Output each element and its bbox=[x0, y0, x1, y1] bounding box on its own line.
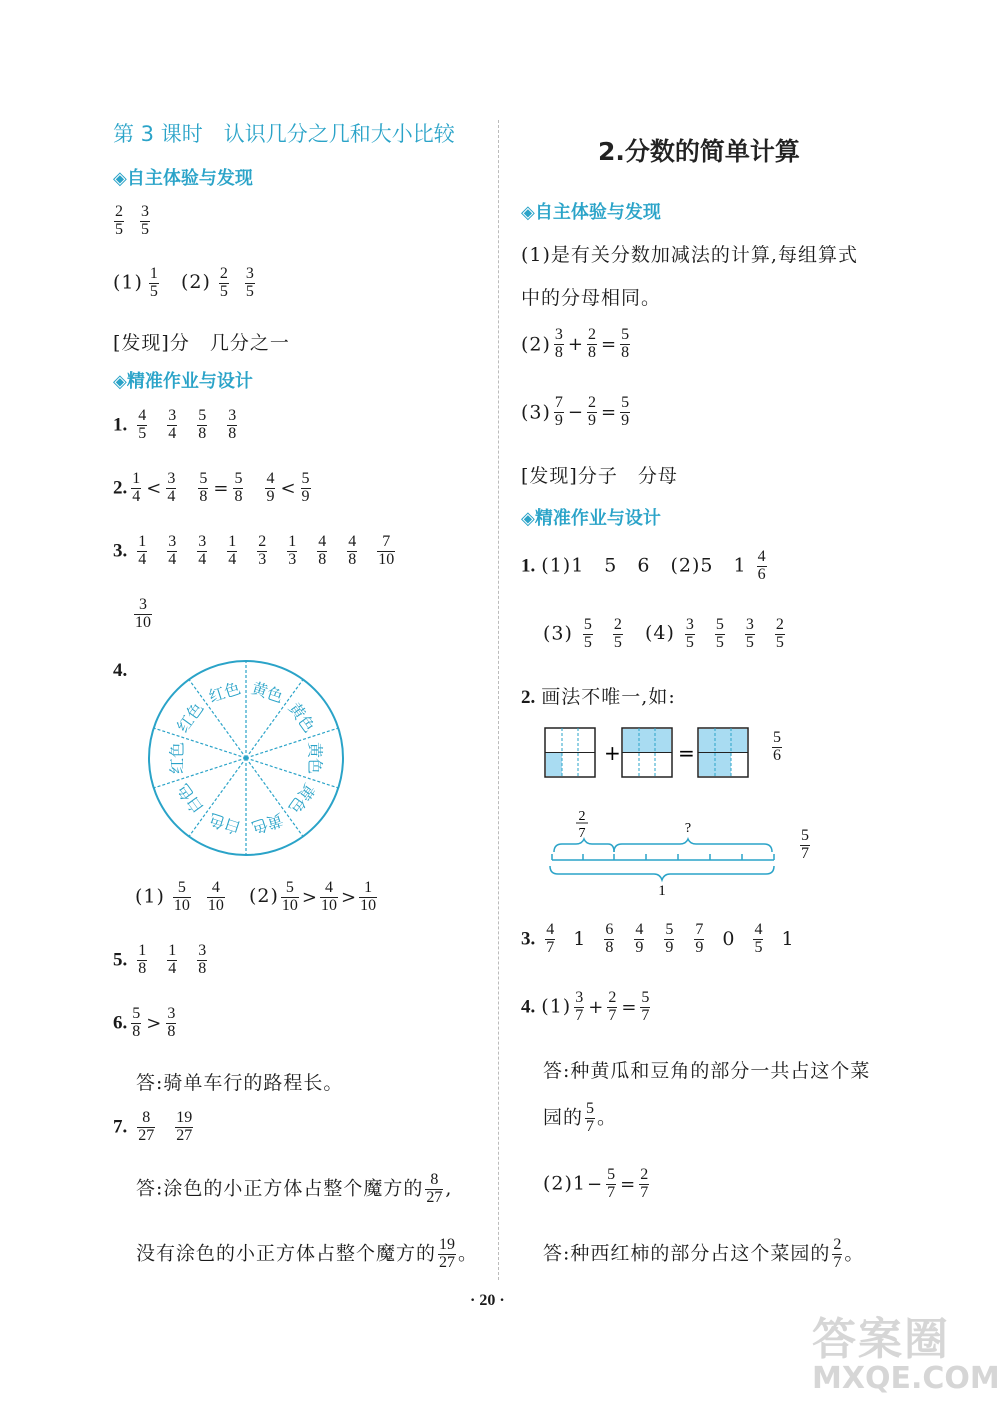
fraction: $\frac{4}{5}$ bbox=[138, 407, 147, 442]
fraction: $\frac{3}{4}$ bbox=[198, 533, 207, 568]
answer-r1: 1. (1)1 5 6 (2)5 1 $\frac{4}{6}$ bbox=[521, 548, 766, 583]
chapter-title: 2.分数的简单计算 bbox=[598, 137, 800, 166]
answer-r1-parts: (3) $\frac{5}{5}$ $\frac{2}{5}$ (4) $\frac{3}{5}$ $\frac{5}{5}$ $\frac{3}{5}$ $\frac{2}{5}$ bbox=[543, 616, 784, 651]
fraction: $\frac{3}{8}$ bbox=[198, 942, 207, 977]
fraction: $\frac{5}{7}$ bbox=[607, 1166, 616, 1201]
wheel-sector-label: 黄色 bbox=[284, 780, 319, 818]
answer-1: 1. $\frac{4}{5}$ $\frac{3}{4}$ $\frac{5}{8}$ $\frac{3}{8}$ bbox=[113, 407, 237, 442]
grid-result-fraction bbox=[766, 730, 788, 765]
fraction: $\frac{6}{8}$ bbox=[605, 921, 614, 956]
answer-4-number: 4. bbox=[113, 660, 128, 681]
fraction: $\frac{3}{5}$ bbox=[745, 616, 754, 651]
operator: = bbox=[620, 1173, 636, 1195]
fraction: $\frac{2}{5}$ bbox=[613, 616, 622, 651]
answer-7-text-2: 没有涂色的小正方体占整个魔方的 $\frac{19}{27}$ 。 bbox=[136, 1236, 479, 1271]
wheel-sector-label: 黄色 bbox=[249, 809, 286, 838]
answer-7-text-1: 答:涂色的小正方体占整个魔方的 $\frac{8}{27}$ , bbox=[136, 1171, 453, 1206]
fraction: $\frac{1}{4}$ bbox=[168, 942, 177, 977]
fraction: $\frac{5}{9}$ bbox=[665, 921, 674, 956]
answer-5: 5. $\frac{1}{8}$ $\frac{1}{4}$ $\frac{3}{8}$ bbox=[113, 942, 207, 977]
fraction-grid-diagram bbox=[544, 727, 754, 781]
fraction: $\frac{5}{10}$ bbox=[173, 879, 190, 914]
operator: − bbox=[587, 1173, 603, 1195]
fraction: $\frac{3}{4}$ bbox=[168, 407, 177, 442]
answer-r3: 3. $\frac{4}{7}$ 1 $\frac{6}{8}$ $\frac{4}{9}$ $\frac{5}{9}$ $\frac{7}{9}$ 0 $\frac{4}{5}$ 1 bbox=[521, 921, 795, 956]
section-heading-homework-right: ◈精准作业与设计 bbox=[521, 508, 661, 529]
fraction: $\frac{5}{8}$ bbox=[621, 326, 630, 361]
answer-3: 3. $\frac{1}{4}$ $\frac{3}{4}$ $\frac{3}{4}$ $\frac{1}{4}$ $\frac{2}{3}$ $\frac{1}{3}$ $\frac{4}{8}$ $\frac{4}{8}$ $\frac{7}{10}$ bbox=[113, 533, 395, 568]
operator: + bbox=[588, 996, 604, 1018]
segment-whole-label: 1 bbox=[658, 883, 666, 898]
value: 1 bbox=[573, 928, 587, 951]
operator: + bbox=[567, 333, 584, 355]
lesson-title: 第 3 课时 认识几分之几和大小比较 bbox=[113, 122, 455, 146]
fraction: $\frac{5}{5}$ bbox=[583, 616, 592, 651]
fraction: $\frac{5}{10}$ bbox=[281, 879, 298, 914]
segment-question-mark: ? bbox=[684, 821, 692, 836]
operator: < bbox=[280, 477, 296, 499]
operator: = bbox=[601, 401, 617, 423]
fraction: $\frac{2}{5}$ bbox=[219, 265, 228, 300]
fraction: $\frac{5}{9}$ bbox=[301, 470, 310, 505]
segment-top-denominator: 7 bbox=[578, 826, 586, 841]
answer-3-continued bbox=[128, 597, 158, 632]
answer-r4-text-line1: 答:种黄瓜和豆角的部分一共占这个菜 bbox=[543, 1060, 871, 1082]
answer-2: 2. $\frac{1}{4}$ < $\frac{3}{4}$ $\frac{5}{8}$ = $\frac{5}{8}$ $\frac{4}{9}$ < $\frac{5}{9}$ bbox=[113, 470, 310, 505]
fraction: $\frac{3}{4}$ bbox=[168, 533, 177, 568]
fraction: $\frac{4}{6}$ bbox=[757, 548, 766, 583]
operator: > bbox=[301, 886, 317, 908]
fraction: $\frac{3}{10}$ bbox=[135, 596, 151, 631]
fraction: $\frac{5}{6}$ bbox=[773, 729, 781, 764]
wheel-sector-label: 黄色 bbox=[249, 678, 286, 707]
operator: − bbox=[567, 401, 584, 423]
answer-r4-text-2: 答:种西红柿的部分占这个菜园的 $\frac{2}{7}$ 。 bbox=[543, 1236, 865, 1271]
discovery-line-right: [发现]分子 分母 bbox=[521, 465, 678, 487]
fraction: $\frac{3}{5}$ bbox=[141, 203, 149, 238]
grid-plus: + bbox=[604, 741, 621, 765]
fraction: $\frac{4}{9}$ bbox=[266, 470, 275, 505]
fraction: $\frac{8}{27}$ bbox=[138, 1109, 155, 1144]
fraction: $\frac{2}{5}$ bbox=[115, 203, 123, 238]
fraction: $\frac{19}{27}$ bbox=[176, 1109, 193, 1144]
fraction: $\frac{2}{9}$ bbox=[588, 394, 597, 429]
segment-top-numerator: 2 bbox=[578, 809, 586, 824]
column-divider bbox=[498, 120, 499, 1280]
operator: > bbox=[340, 886, 357, 908]
fraction: $\frac{4}{7}$ bbox=[546, 921, 555, 956]
fraction: $\frac{8}{27}$ bbox=[426, 1171, 443, 1206]
fraction: $\frac{2}{5}$ bbox=[775, 616, 784, 651]
wheel-sector-label: 白色 bbox=[173, 780, 208, 818]
fraction: $\frac{5}{8}$ bbox=[234, 470, 243, 505]
wheel-sector-label: 黄色 bbox=[284, 698, 319, 736]
fraction: $\frac{5}{7}$ bbox=[801, 827, 809, 862]
answer-6-text: 答:骑单车行的路程长。 bbox=[136, 1072, 344, 1094]
wheel-sector-label: 红色 bbox=[206, 678, 243, 707]
segment-bottom-brace bbox=[550, 866, 774, 880]
value: (2) bbox=[521, 333, 551, 356]
fraction: $\frac{5}{8}$ bbox=[132, 1005, 141, 1040]
wheel-sector-label: 红色 bbox=[167, 741, 187, 775]
fraction: $\frac{5}{8}$ bbox=[198, 407, 207, 442]
fraction: $\frac{3}{8}$ bbox=[167, 1005, 176, 1040]
fraction: $\frac{2}{3}$ bbox=[258, 533, 267, 568]
fraction: $\frac{4}{10}$ bbox=[320, 879, 337, 914]
fraction: $\frac{5}{9}$ bbox=[621, 394, 630, 429]
answer-4-parts: (1) $\frac{5}{10}$ $\frac{4}{10}$ (2) $\frac{5}{10}$ > $\frac{4}{10}$ > $\frac{1}{10}$ bbox=[135, 879, 377, 914]
answer-r4-part2: (2)1− $\frac{5}{7}$ = $\frac{2}{7}$ bbox=[543, 1166, 649, 1201]
answer-7: 7. $\frac{8}{27}$ $\frac{19}{27}$ bbox=[113, 1109, 193, 1144]
fraction: $\frac{5}{7}$ bbox=[641, 989, 650, 1024]
fraction: $\frac{19}{27}$ bbox=[439, 1236, 456, 1271]
answer-r4: 4. (1) $\frac{3}{7}$ + $\frac{2}{7}$ = $\frac{5}{7}$ bbox=[521, 989, 650, 1024]
fraction: $\frac{4}{9}$ bbox=[635, 921, 644, 956]
wheel-sector-label: 白色 bbox=[206, 809, 243, 838]
fraction: $\frac{1}{8}$ bbox=[138, 942, 147, 977]
segment-ticks bbox=[552, 854, 774, 860]
fraction: $\frac{4}{10}$ bbox=[207, 879, 224, 914]
fraction: $\frac{5}{7}$ bbox=[586, 1100, 595, 1135]
fraction: $\frac{3}{7}$ bbox=[575, 989, 584, 1024]
fraction: $\frac{2}{7}$ bbox=[833, 1236, 842, 1271]
segment-diagram bbox=[546, 806, 778, 898]
fraction: $\frac{3}{4}$ bbox=[167, 470, 176, 505]
color-wheel-diagram bbox=[146, 658, 346, 858]
fraction: $\frac{7}{9}$ bbox=[695, 921, 704, 956]
fraction: $\frac{1}{4}$ bbox=[228, 533, 237, 568]
grid-box-1 bbox=[545, 728, 595, 777]
fraction: $\frac{5}{8}$ bbox=[199, 470, 208, 505]
explore-p1-line2: 中的分母相同。 bbox=[521, 287, 662, 309]
value: 1 bbox=[781, 928, 795, 951]
explore-q1: (1) $\frac{1}{5}$ (2) $\frac{2}{5}$ $\frac{3}{5}$ bbox=[113, 265, 254, 300]
wheel-sector-label: 红色 bbox=[173, 698, 208, 736]
explore-p1-line1: (1)是有关分数加减法的计算,每组算式 bbox=[521, 244, 858, 266]
operator: < bbox=[146, 477, 162, 499]
explore-fractions bbox=[106, 204, 158, 239]
explore-p2 bbox=[521, 327, 633, 362]
fraction: $\frac{5}{5}$ bbox=[715, 616, 724, 651]
grid-equals: = bbox=[678, 741, 695, 765]
fraction: $\frac{3}{5}$ bbox=[245, 265, 254, 300]
section-heading-homework: ◈精准作业与设计 bbox=[113, 371, 253, 392]
page-number: · 20 · bbox=[470, 1292, 505, 1309]
grid-box-2 bbox=[622, 728, 672, 777]
fraction: $\frac{2}{7}$ bbox=[608, 989, 617, 1024]
value: (3) bbox=[521, 401, 551, 424]
explore-p3 bbox=[521, 395, 633, 430]
operator: = bbox=[621, 996, 637, 1018]
fraction: $\frac{7}{9}$ bbox=[554, 394, 563, 429]
segment-top-brace-right bbox=[614, 839, 772, 852]
fraction: $\frac{7}{10}$ bbox=[378, 533, 395, 568]
operator: > bbox=[146, 1012, 162, 1034]
section-heading-explore: ◈自主体验与发现 bbox=[113, 168, 253, 189]
wheel-sector-label: 黄色 bbox=[305, 741, 325, 775]
answer-6: 6. $\frac{5}{8}$ > $\frac{3}{8}$ bbox=[113, 1005, 176, 1040]
segment-result-fraction bbox=[794, 828, 816, 863]
fraction: $\frac{1}{5}$ bbox=[149, 265, 158, 300]
fraction: $\frac{4}{8}$ bbox=[348, 533, 357, 568]
fraction: $\frac{3}{5}$ bbox=[685, 616, 694, 651]
fraction: $\frac{1}{10}$ bbox=[360, 879, 377, 914]
fraction: $\frac{3}{8}$ bbox=[228, 407, 237, 442]
fraction: $\frac{1}{3}$ bbox=[288, 533, 297, 568]
fraction: $\frac{4}{5}$ bbox=[754, 921, 763, 956]
watermark-logo: 答案圈 MXQE.COM bbox=[812, 1314, 1000, 1396]
operator: = bbox=[601, 333, 617, 355]
fraction: $\frac{2}{8}$ bbox=[588, 326, 597, 361]
fraction: $\frac{3}{8}$ bbox=[554, 326, 563, 361]
fraction: $\frac{1}{4}$ bbox=[138, 533, 147, 568]
answer-r4-text-line2: 园的 $\frac{5}{7}$ 。 bbox=[543, 1100, 618, 1135]
fraction: $\frac{1}{4}$ bbox=[132, 470, 141, 505]
section-heading-explore-right: ◈自主体验与发现 bbox=[521, 202, 661, 223]
discovery-line: [发现]分 几分之一 bbox=[113, 332, 290, 354]
fraction: $\frac{4}{8}$ bbox=[318, 533, 327, 568]
grid-box-3 bbox=[698, 728, 748, 777]
answer-r2: 2. 画法不唯一,如: bbox=[521, 686, 676, 708]
value: 0 bbox=[722, 928, 736, 951]
fraction: $\frac{2}{7}$ bbox=[640, 1166, 649, 1201]
operator: = bbox=[213, 477, 229, 499]
